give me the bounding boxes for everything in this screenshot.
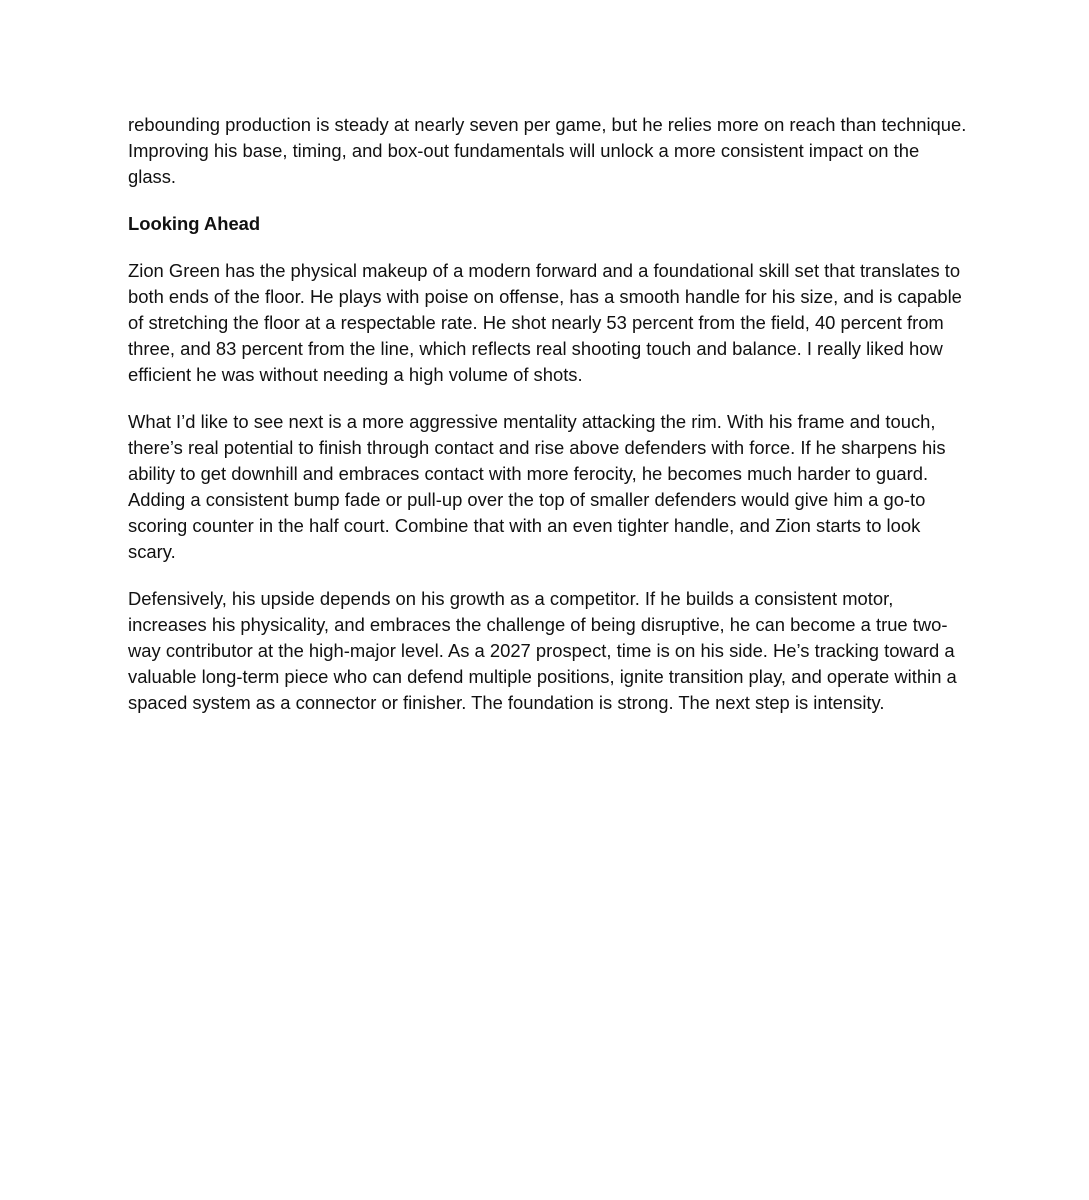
document-page [128, 112, 968, 737]
paragraph-offense: What I’d like to see next is a more aggressive mentality attacking the rim. With his frame and touch, there’s real potential to finish through contact and rise above defenders with force. If he sharpens his ability to get downhill and embraces contact with more ferocity, he becomes much harder to guard. Adding a consistent bump fade or pull-up over the top of smaller defenders would give him a go-to scoring counter in the half court. Combine that with an even tighter handle, and Zion starts to look scary. [128, 411, 946, 562]
paragraph-overview: Zion Green has the physical makeup of a modern forward and a foundational skill set that translates to both ends of the floor. He plays with poise on offense, has a smooth handle for his size, and is capable of stretching the floor at a respectable rate. He shot nearly 53 percent from the field, 40 percent from three, and 83 percent from the line, which reflects real shooting touch and balance. I really liked how efficient he was without needing a high volume of shots. [128, 260, 962, 385]
paragraph-defense: Defensively, his upside depends on his growth as a competitor. If he builds a consistent motor, increases his physicality, and embraces the challenge of being disruptive, he can become a true two-way contributor at the high-major level. As a 2027 prospect, time is on his side. He’s tracking toward a valuable long-term piece who can defend multiple positions, ignite transition play, and operate within a spaced system as a connector or finisher. The foundation is strong. The next step is intensity. [128, 588, 957, 713]
section-heading: Looking Ahead [128, 213, 261, 234]
intro-paragraph: rebounding production is steady at nearly seven per game, but he relies more on reach than technique. Improving his base, timing, and box-out fundamentals will unlock a more consistent impact on the glass. [128, 114, 967, 187]
